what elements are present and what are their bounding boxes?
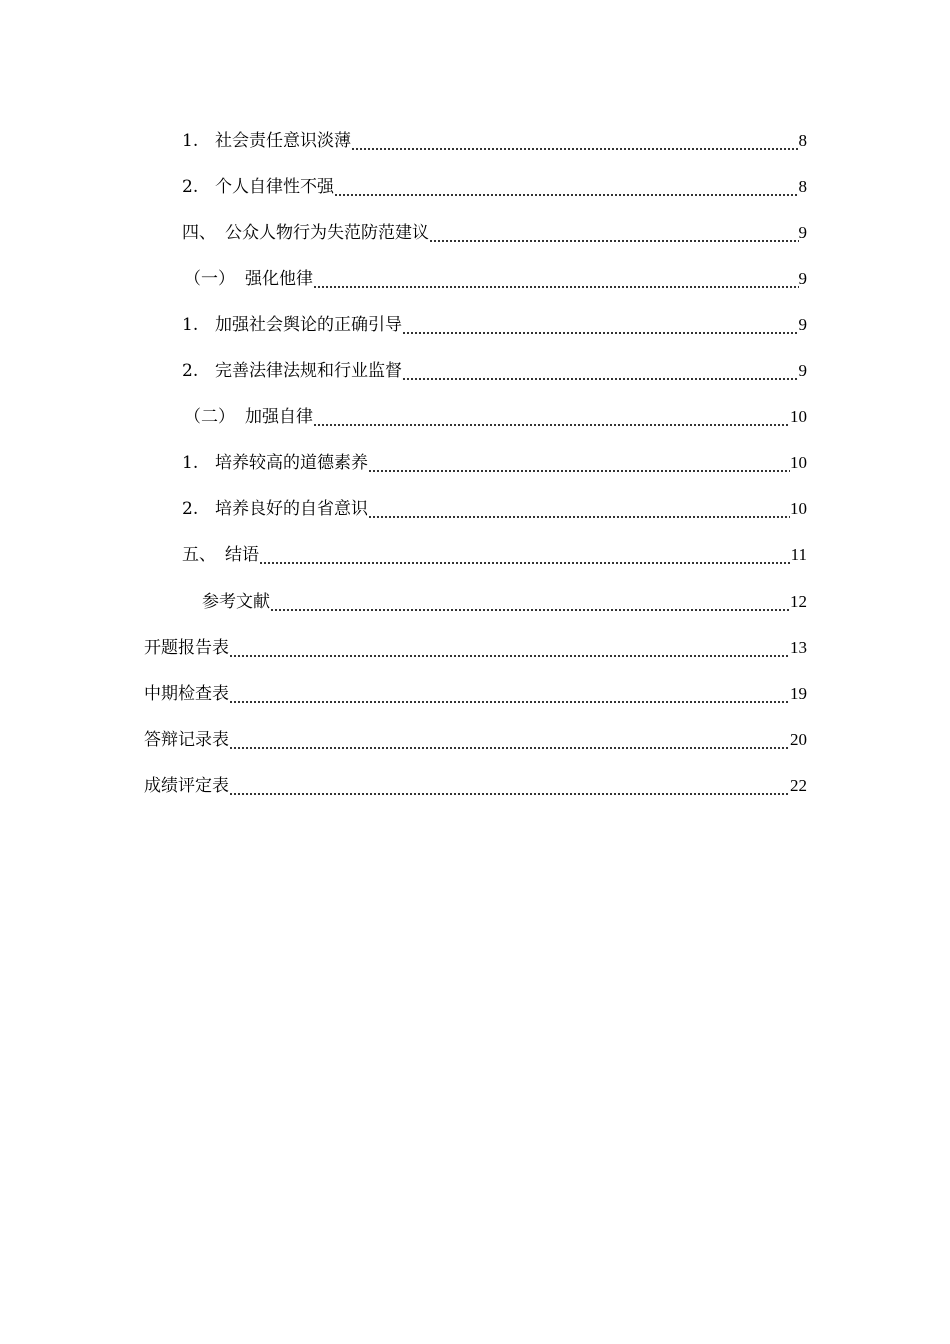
toc-dot-leader [402,314,799,336]
toc-entry-page: 10 [790,499,807,518]
toc-entry[interactable] [182,538,807,566]
toc-dot-leader [368,498,790,520]
toc-entry[interactable] [182,354,807,382]
toc-dot-leader [229,775,790,797]
toc-entry[interactable] [144,769,807,797]
toc-entry-number: 2. [182,499,199,519]
toc-entry-title: 个人自律性不强 [215,177,334,197]
toc-entry[interactable] [144,723,807,751]
toc-dot-leader [270,591,790,613]
toc-entry-title: 社会责任意识淡薄 [215,131,351,151]
toc-entry-number: 2. [182,361,199,381]
toc-entry-number: 1. [182,315,199,335]
toc-entry[interactable] [182,216,807,244]
toc-dot-leader [229,637,790,659]
toc-dot-leader [313,406,790,428]
toc-entry-title: 结语 [225,545,259,565]
toc-entry-page: 9 [798,361,807,380]
toc-entry-number: （二） [184,407,235,427]
toc-entry[interactable] [184,262,807,290]
toc-dot-leader [334,176,799,198]
toc-entry-number: 1. [182,453,199,473]
toc-entry[interactable] [182,492,807,520]
toc-entry-page: 13 [790,638,807,657]
toc-entry[interactable] [182,170,807,198]
toc-entry-number: 四、 [182,223,216,243]
toc-entry[interactable] [182,124,807,152]
toc-dot-leader [368,452,790,474]
toc-entry[interactable] [182,308,807,336]
toc-entry-number: 2. [182,177,199,197]
toc-entry-number: （一） [184,269,235,289]
toc-dot-leader [259,544,791,566]
toc-entry-page: 11 [790,545,807,564]
toc-entry[interactable] [202,585,807,613]
toc-entry-title: 公众人物行为失范防范建议 [225,223,429,243]
toc-dot-leader [402,360,799,382]
toc-entry-title: 培养良好的自省意识 [215,499,368,519]
toc-entry-page: 8 [798,177,807,196]
toc-entry-page: 10 [790,453,807,472]
toc-entry-page: 22 [790,776,807,795]
toc-entry-page: 8 [798,131,807,150]
toc-entry-title: 开题报告表 [144,638,229,658]
toc-entry-number: 1. [182,131,199,151]
toc-entry-page: 9 [798,223,807,242]
toc-dot-leader [429,222,799,244]
toc-entry[interactable] [182,446,807,474]
toc-entry-title: 完善法律法规和行业监督 [215,361,402,381]
toc-entry-title: 加强自律 [245,407,313,427]
toc-dot-leader [229,729,790,751]
toc-entry-title: 答辩记录表 [144,730,229,750]
toc-entry[interactable] [144,677,807,705]
toc-entry-page: 9 [798,315,807,334]
toc-entry[interactable] [184,400,807,428]
toc-entry-page: 9 [798,269,807,288]
toc-dot-leader [229,683,790,705]
toc-entry-title: 强化他律 [245,269,313,289]
toc-entry-number: 五、 [182,545,216,565]
toc-dot-leader [313,268,799,290]
toc-entry-title: 参考文献 [202,592,270,612]
toc-entry-page: 12 [790,592,807,611]
toc-entry-title: 中期检查表 [144,684,229,704]
toc-entry-title: 加强社会舆论的正确引导 [215,315,402,335]
toc-entry-page: 19 [790,684,807,703]
toc-entry-title: 成绩评定表 [144,776,229,796]
toc-entry-page: 10 [790,407,807,426]
toc-dot-leader [351,130,799,152]
toc-entry-page: 20 [790,730,807,749]
toc-entry[interactable] [144,631,807,659]
toc-entry-title: 培养较高的道德素养 [215,453,368,473]
